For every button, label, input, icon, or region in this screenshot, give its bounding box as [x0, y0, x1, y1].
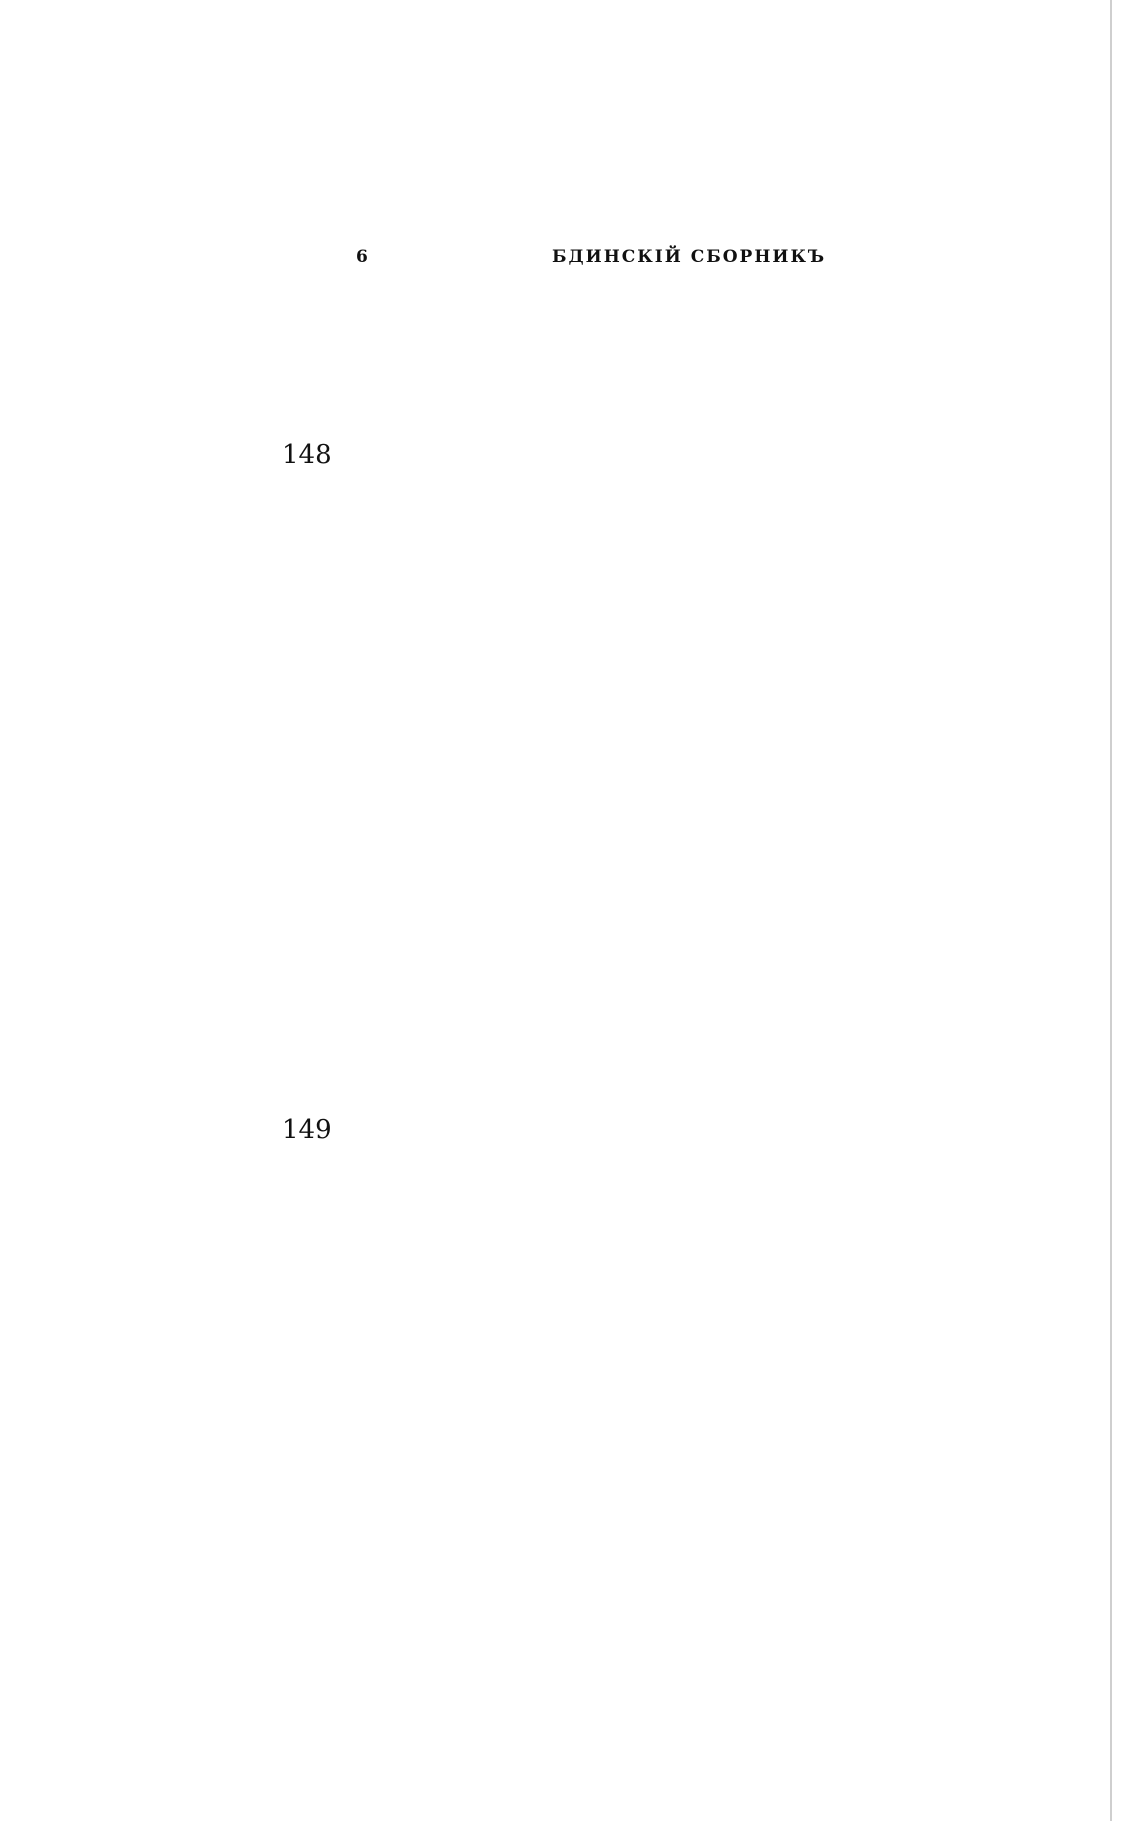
text-line [358, 1016, 994, 1064]
text-column [358, 296, 994, 1352]
text-line [358, 440, 994, 488]
text-line [358, 632, 994, 680]
text-line [358, 296, 994, 344]
text-line [358, 392, 994, 440]
text-line [358, 1304, 994, 1352]
text-line [358, 824, 994, 872]
text-line [358, 1256, 994, 1304]
text-line [358, 776, 994, 824]
text-line [358, 1208, 994, 1256]
text-line [358, 1112, 994, 1160]
marginal-line-number-149: 149 [282, 1115, 332, 1145]
page-number: 6 [356, 247, 368, 267]
text-line [358, 920, 994, 968]
text-line [358, 680, 994, 728]
text-line [358, 584, 994, 632]
text-line [358, 1160, 994, 1208]
marginal-line-number-148: 148 [282, 440, 332, 470]
text-line [358, 344, 994, 392]
text-line [358, 872, 994, 920]
page-edge-rule [1110, 0, 1112, 1821]
text-line [358, 728, 994, 776]
text-line [358, 968, 994, 1016]
text-line [358, 1064, 994, 1112]
text-line [358, 488, 994, 536]
text-line [358, 536, 994, 584]
running-head: БДИНСКІЙ СБОРНИКЪ [552, 247, 827, 267]
